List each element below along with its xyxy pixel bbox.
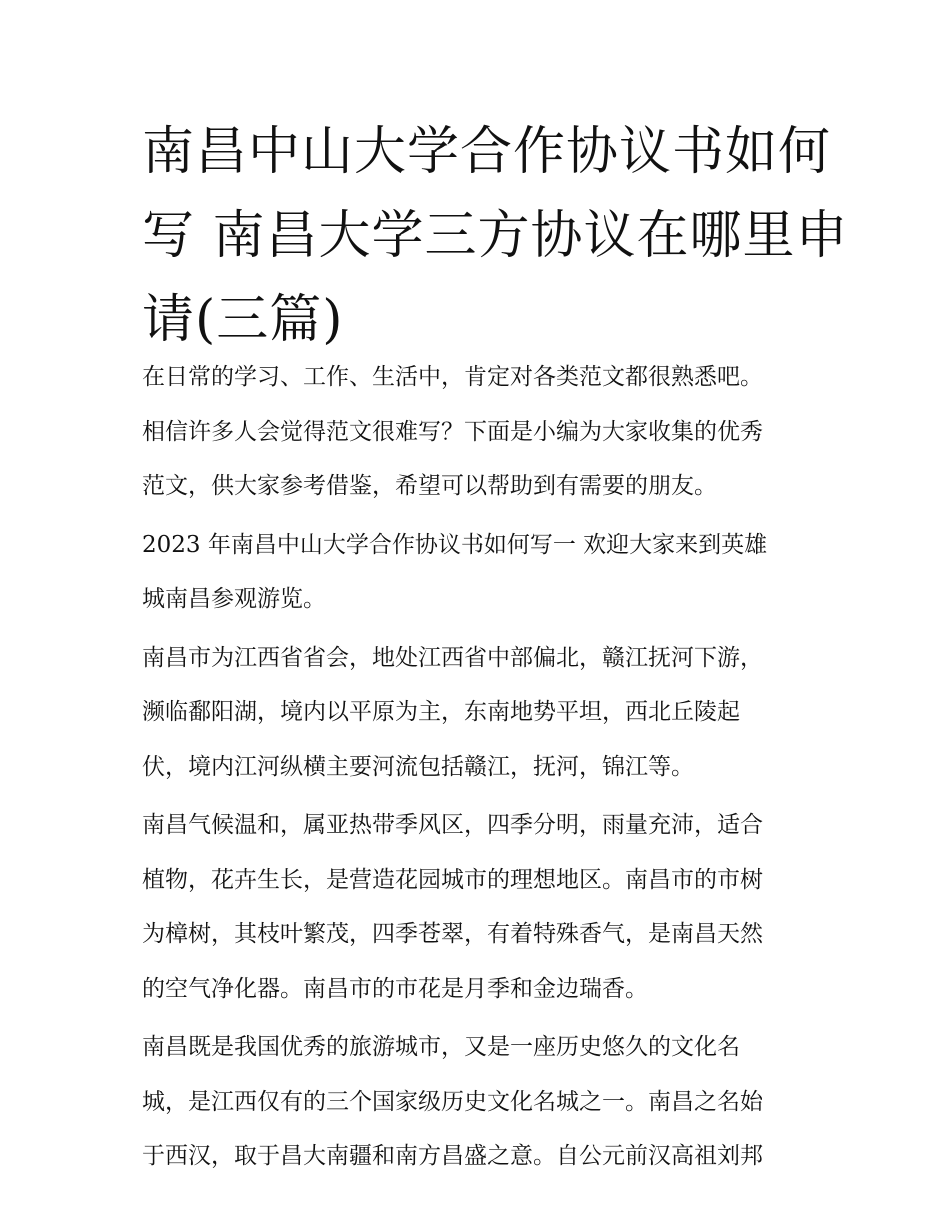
text-line: 范文，供大家参考借鉴，希望可以帮助到有需要的朋友。 [142,473,717,499]
text-line: 伏，境内江河纵横主要河流包括赣江，抚河，锦江等。 [142,753,694,780]
text-line: 植物，花卉生长，是营造花园城市的理想地区。南昌市的市树 [142,866,763,893]
document-title [142,110,849,362]
text-line: 相信许多人会觉得范文很难写？下面是小编为大家收集的优秀 [142,418,763,445]
text-line: 南昌既是我国优秀的旅游城市，又是一座历史悠久的文化名 [142,1034,740,1060]
text-line: 南昌气候温和，属亚热带季风区，四季分明，雨量充沛，适合 [142,812,763,838]
text-line: 城，是江西仅有的三个国家级历史文化名城之一。南昌之名始 [142,1088,763,1115]
text-line: 于西汉，取于昌大南疆和南方昌盛之意。自公元前汉高祖刘邦 [142,1143,763,1169]
text-line: 濒临鄱阳湖，境内以平原为主，东南地势平坦，西北丘陵起 [142,699,740,725]
title-line: 写 南昌大学三方协议在哪里申 [142,206,849,266]
text-line: 为樟树，其枝叶繁茂，四季苍翠，有着特殊香气，是南昌天然 [142,921,763,947]
paragraph-climate [142,798,822,1016]
text-line: 在日常的学习、工作、生活中，肯定对各类范文都很熟悉吧。 [142,364,763,390]
text-line: 2023 年南昌中山大学合作协议书如何写一 欢迎大家来到英雄 [142,531,768,558]
paragraph-heading-one [142,518,822,627]
text-line: 南昌市为江西省省会，地处江西省中部偏北，赣江抚河下游， [142,644,763,671]
title-line: 请(三篇) [142,290,344,350]
title-line: 南昌中山大学合作协议书如何 [142,122,832,182]
paragraph-history [142,1020,822,1184]
text-line: 的空气净化器。南昌市的市花是月季和金边瑞香。 [142,975,648,1002]
paragraph-intro [142,350,822,514]
paragraph-geography [142,631,822,795]
text-line: 城南昌参观游览。 [142,586,326,612]
document-body [142,350,822,1188]
